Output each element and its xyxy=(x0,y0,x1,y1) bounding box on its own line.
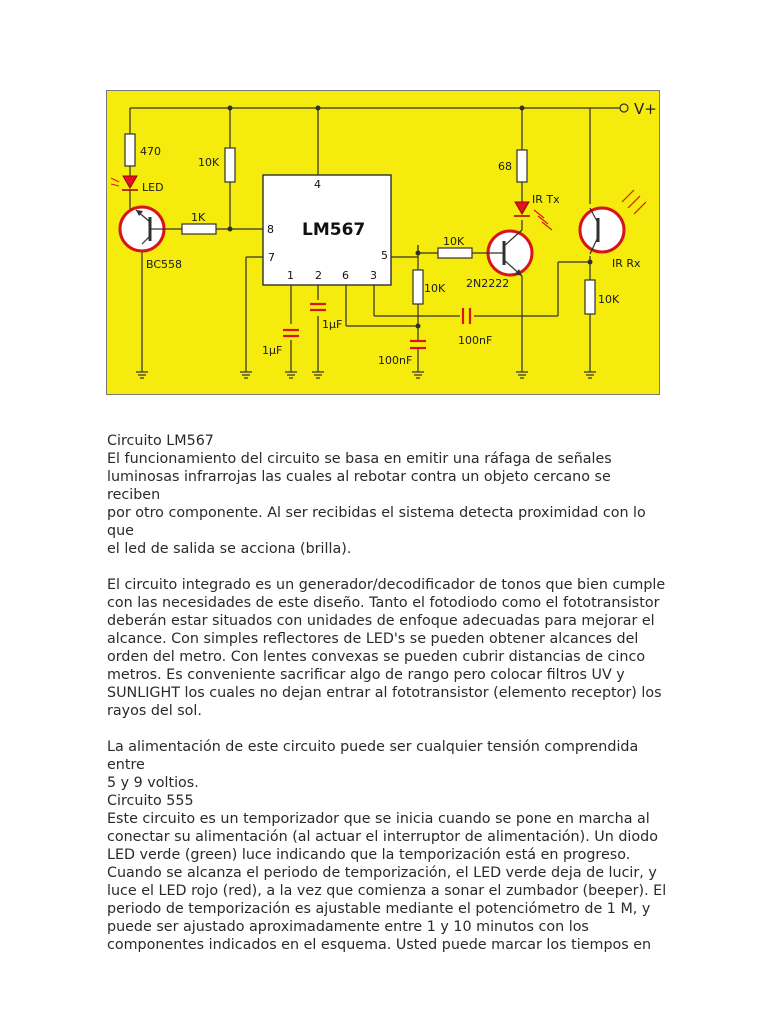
pin5-label: 5 xyxy=(381,249,388,262)
body-line: conectar su alimentación (al actuar el interruptor de alimentación). Un diodo xyxy=(107,829,658,845)
paragraph-gap xyxy=(107,720,667,738)
c100nf-b-label: 100nF xyxy=(458,334,493,347)
led-label: LED xyxy=(142,181,164,194)
chip-title: LM567 xyxy=(302,220,366,240)
pin6-label: 6 xyxy=(342,269,349,282)
c1uf-b-label: 1µF xyxy=(322,318,343,331)
r10k-mid-label: 10K xyxy=(443,235,465,248)
ir-rx-phototransistor-icon xyxy=(580,208,624,252)
lm567-circuit-diagram xyxy=(106,90,660,395)
paragraph-gap xyxy=(107,558,667,576)
bc558-label: BC558 xyxy=(146,258,183,271)
body-line: luce el LED rojo (red), a la vez que comienza a sonar el zumbador (beeper). El xyxy=(107,883,667,899)
r68-label: 68 xyxy=(498,160,512,173)
body-line: LED verde (green) luce indicando que la temporización está en progreso. xyxy=(107,847,631,863)
r1k-label: 1K xyxy=(191,211,206,224)
body-line: El circuito integrado es un generador/decodificador de tonos que bien cumple xyxy=(107,577,666,593)
pin2-label: 2 xyxy=(315,269,322,282)
section-heading: Circuito LM567 xyxy=(107,433,214,449)
body-line: Este circuito es un temporizador que se inicia cuando se pone en marcha al xyxy=(107,811,650,827)
body-line: con las necesidades de este diseño. Tanto el fotodiodo como el fototransistor xyxy=(107,595,660,611)
resistor-470 xyxy=(125,134,135,166)
body-line: El funcionamiento del circuito se basa en emitir una ráfaga de señales xyxy=(107,451,612,467)
c1uf-a-label: 1µF xyxy=(262,344,283,357)
vplus-label: V+ xyxy=(634,100,657,118)
resistor-10k-right xyxy=(585,280,595,314)
resistor-68 xyxy=(517,150,527,182)
pin8-label: 8 xyxy=(267,223,274,236)
irrx-label: IR Rx xyxy=(612,257,641,270)
resistor-10k-mid xyxy=(438,248,472,258)
body-line: SUNLIGHT los cuales no dejan entrar al fototransistor (elemento receptor) los xyxy=(107,685,662,701)
body-line: por otro componente. Al ser recibidas el sistema detecta proximidad con lo que xyxy=(107,505,646,539)
c100nf-a-label: 100nF xyxy=(378,354,413,367)
body-line: el led de salida se acciona (brilla). xyxy=(107,541,352,557)
2n2222-label: 2N2222 xyxy=(466,277,510,290)
body-line: 5 y 9 voltios. xyxy=(107,775,199,791)
r10k-right-label: 10K xyxy=(598,293,620,306)
resistor-10k-top xyxy=(225,148,235,182)
body-line: La alimentación de este circuito puede ser cualquier tensión comprendida entre xyxy=(107,739,639,773)
body-line: alcance. Con simples reflectores de LED's se pueden obtener alcances del xyxy=(107,631,639,647)
pin4-label: 4 xyxy=(314,178,321,191)
pin1-label: 1 xyxy=(287,269,294,282)
resistor-10k-low xyxy=(413,270,423,304)
irtx-label: IR Tx xyxy=(532,193,560,206)
r10k-top-label: 10K xyxy=(198,156,220,169)
section-heading: Circuito 555 xyxy=(107,793,194,809)
r10k-low-label: 10K xyxy=(424,282,446,295)
body-line: puede ser ajustado aproximadamente entre 1 y 10 minutos con los xyxy=(107,919,589,935)
pin3-label: 3 xyxy=(370,269,377,282)
body-line: luminosas infrarrojas las cuales al rebotar contra un objeto cercano se reciben xyxy=(107,469,611,503)
document-body xyxy=(107,432,667,954)
resistor-1k xyxy=(182,224,216,234)
body-line: Cuando se alcanza el periodo de temporización, el LED verde deja de lucir, y xyxy=(107,865,657,881)
r470-label: 470 xyxy=(140,145,161,158)
body-line: componentes indicados en el esquema. Usted puede marcar los tiempos en xyxy=(107,937,652,953)
body-line: deberán estar situados con unidades de enfoque adecuadas para mejorar el xyxy=(107,613,655,629)
body-line: rayos del sol. xyxy=(107,703,202,719)
body-line: metros. Es conveniente sacrificar algo de rango pero colocar filtros UV y xyxy=(107,667,625,683)
body-line: orden del metro. Con lentes convexas se pueden cubrir distancias de cinco xyxy=(107,649,646,665)
pin7-label: 7 xyxy=(268,251,275,264)
body-line: periodo de temporización es ajustable mediante el potenciómetro de 1 M, y xyxy=(107,901,651,917)
